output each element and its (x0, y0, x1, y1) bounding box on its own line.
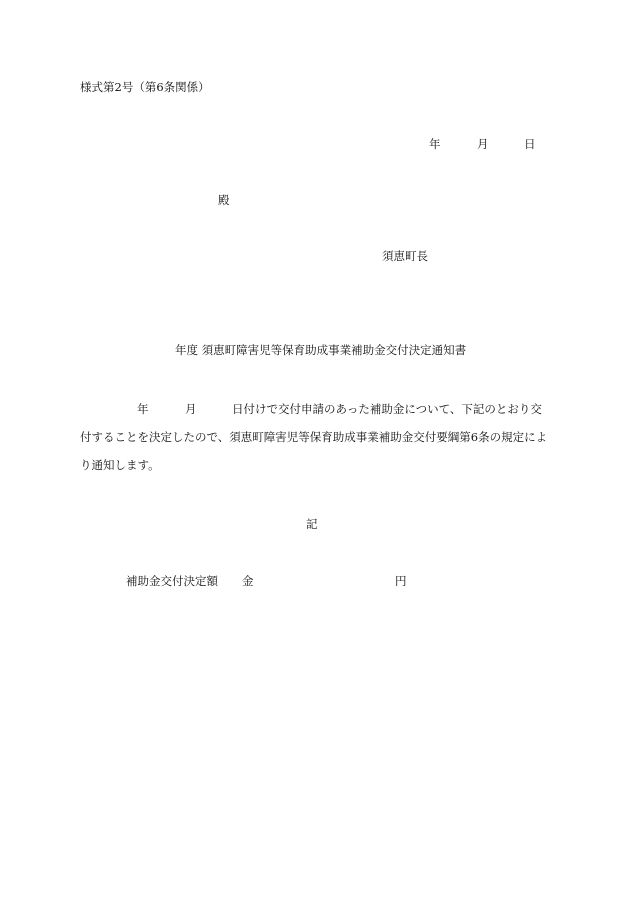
recipient-honorific: 殿 (218, 193, 230, 207)
issuer-name: 須恵町長 (382, 249, 428, 263)
amount-label: 補助金交付決定額 (126, 574, 218, 588)
document-title: 年度 須恵町障害児等保育助成事業補助金交付決定通知書 (175, 343, 467, 357)
ki-heading: 記 (306, 517, 318, 531)
form-number: 様式第2号（第6条関係） (80, 80, 210, 94)
date-day-label: 日 (524, 137, 536, 151)
body-paragraph-line-2: 付することを決定したので、須恵町障害児等保育助成事業補助金交付要綱第6条の規定によ (80, 430, 548, 444)
date-month-label: 月 (477, 137, 489, 151)
amount-prefix: 金 (242, 574, 254, 588)
date-year-label: 年 (429, 137, 441, 151)
amount-unit: 円 (395, 574, 407, 588)
body-line-1-text: 日付けで交付申請のあった補助金について、下記のとおり交 (232, 402, 542, 416)
body-year-label: 年 (137, 402, 149, 416)
body-month-label: 月 (185, 402, 197, 416)
body-paragraph-line-1 (80, 402, 550, 416)
body-paragraph-line-3: り通知します。 (80, 458, 160, 472)
